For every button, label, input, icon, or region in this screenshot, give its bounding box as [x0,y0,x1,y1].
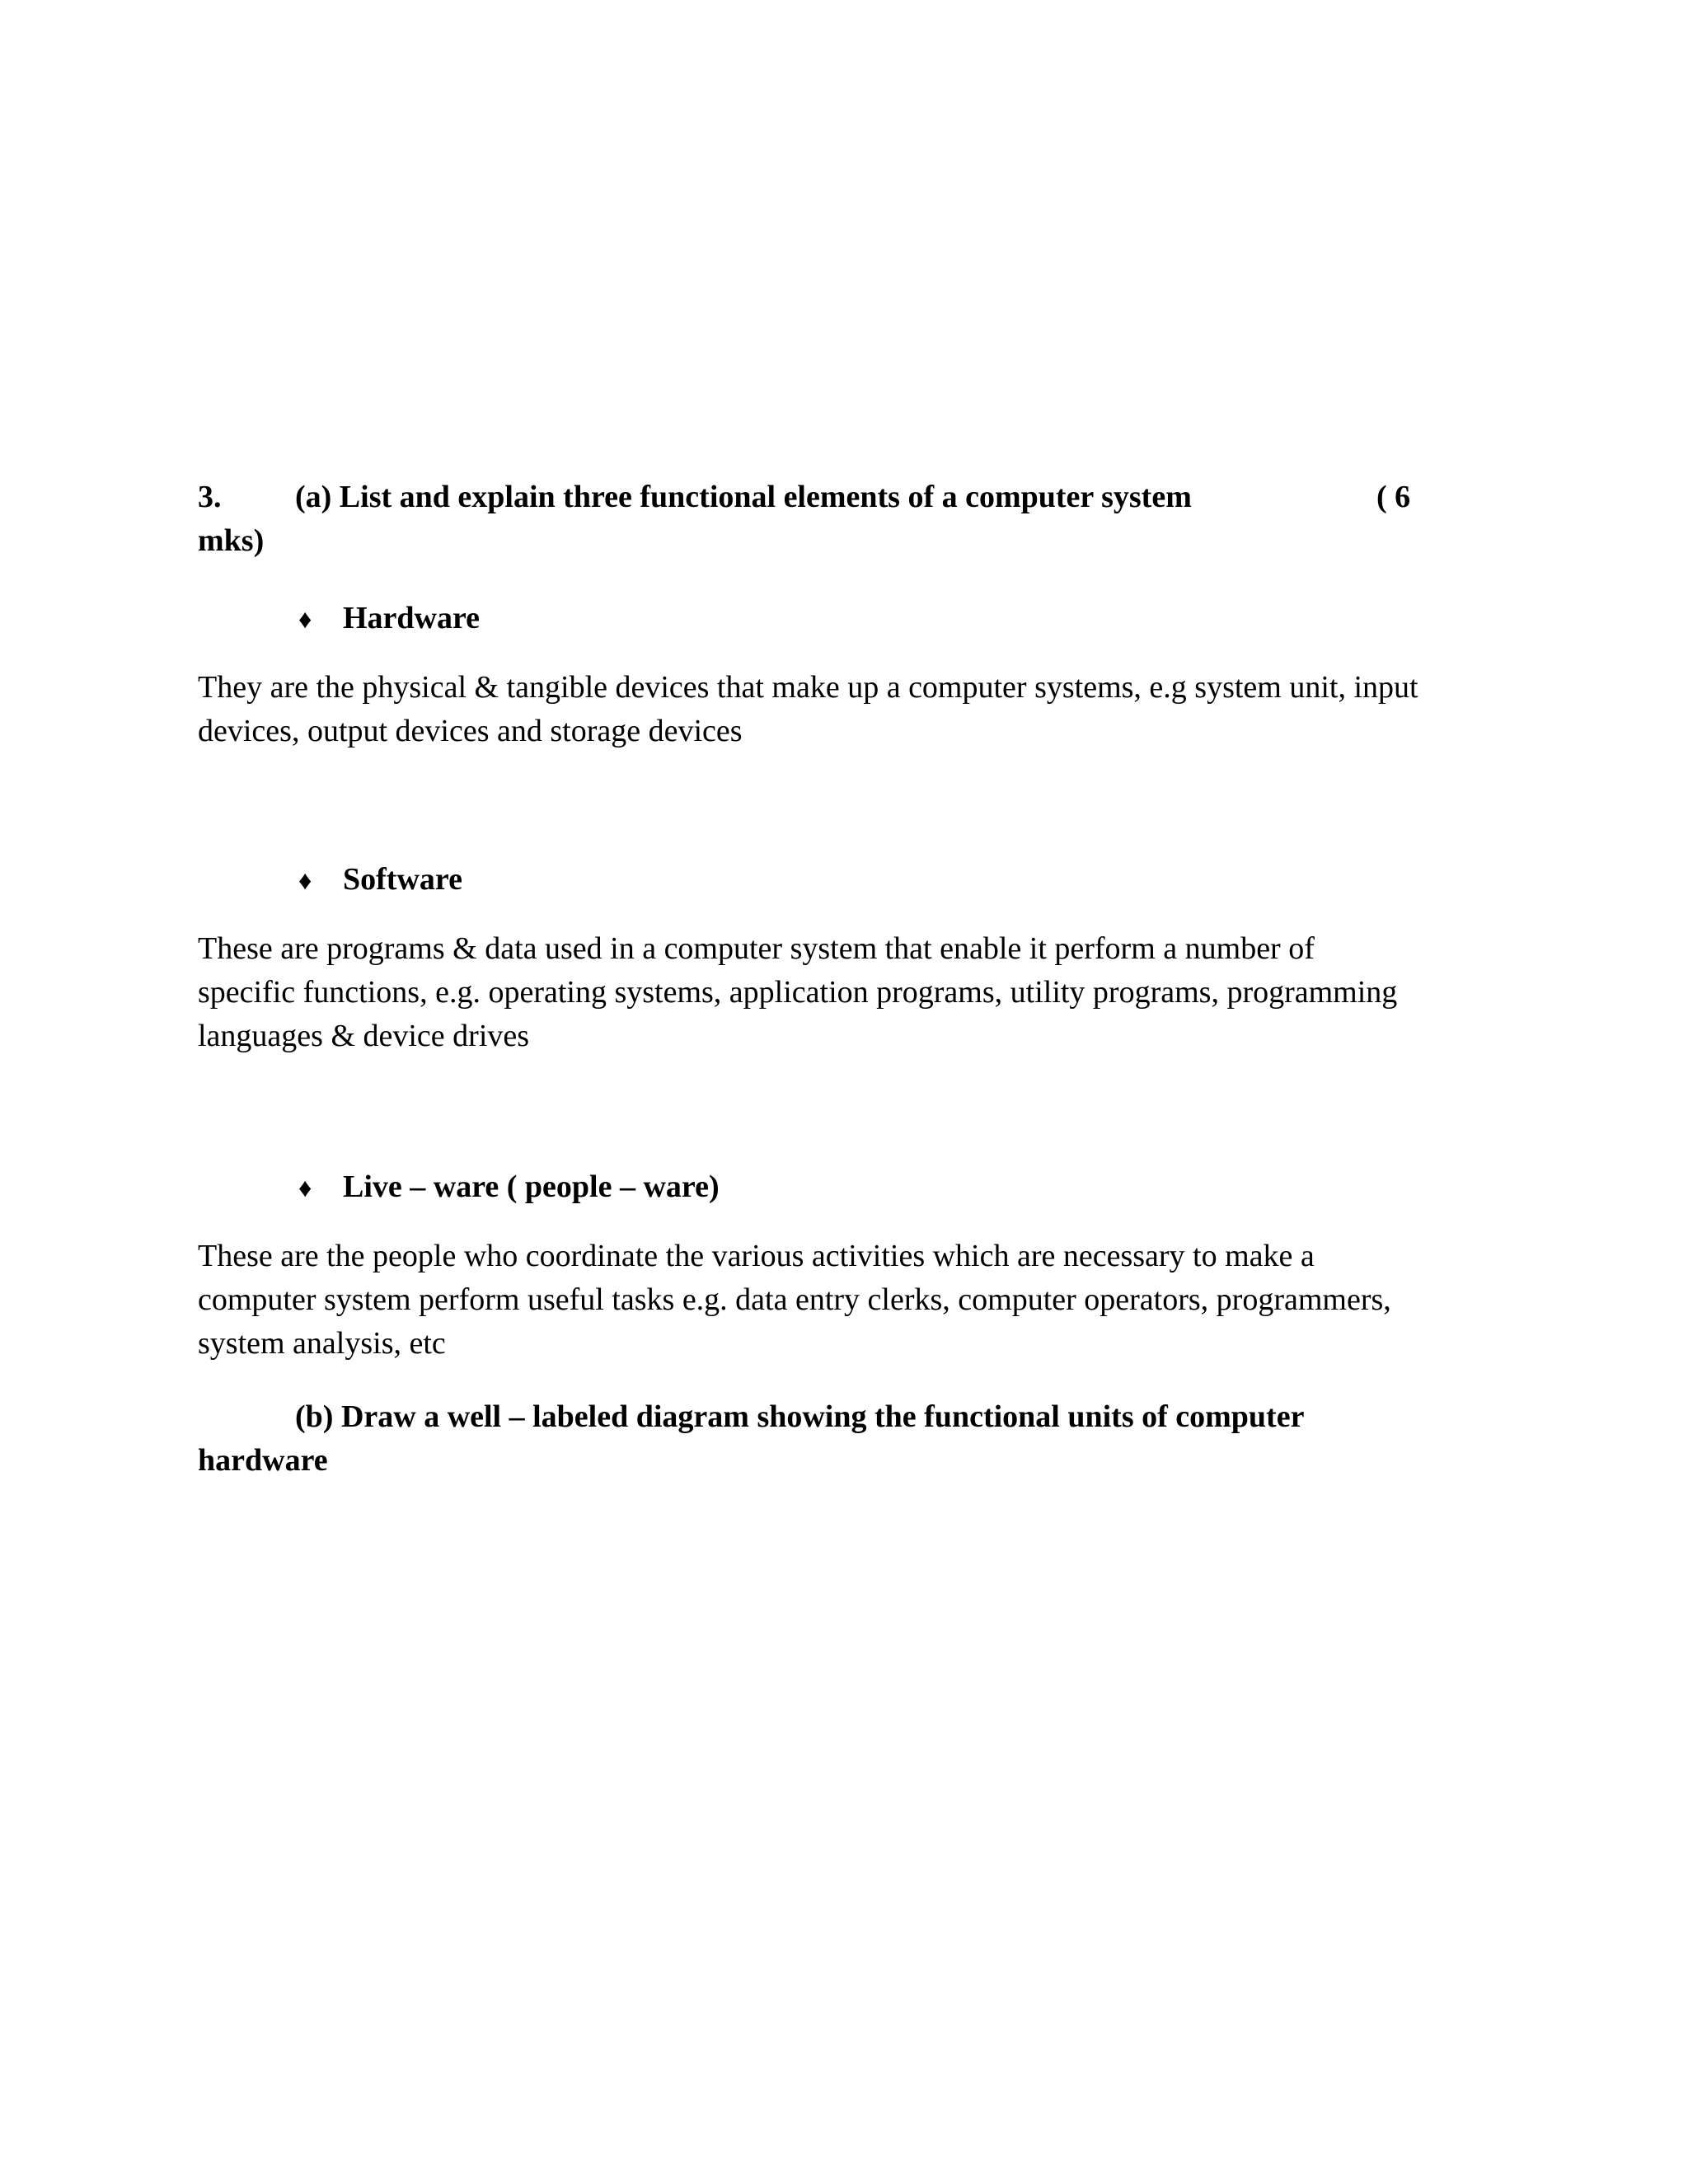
question-part-b [198,1395,1304,1483]
diamond-bullet-icon: ♦ [298,865,312,895]
bullet-heading-hardware [298,597,480,641]
diamond-bullet-icon: ♦ [298,604,312,634]
question-part-a: (a) List and explain three functional elements of a computer system [295,480,1192,514]
description-line: They are the physical & tangible devices that make up a computer systems, e.g system unit, input [198,670,1418,705]
part-b-line: hardware [198,1443,328,1478]
description-line: These are the people who coordinate the various activities which are necessary to make a [198,1239,1315,1273]
hardware-description [198,666,1484,753]
software-description [198,927,1484,1058]
description-line: These are programs & data used in a computer system that enable it perform a number of [198,931,1315,966]
bullet-heading-software [298,858,462,902]
description-line: devices, output devices and storage devices [198,714,743,748]
heading-text: Hardware [343,601,481,635]
bullet-heading-liveware [298,1165,720,1210]
marks-label: ( 6 [1376,480,1411,514]
description-line: languages & device drives [198,1019,530,1053]
diamond-bullet-icon: ♦ [298,1173,312,1202]
heading-text: Software [343,862,462,897]
liveware-description [198,1235,1484,1366]
question-number: 3. [198,480,222,514]
heading-text: Live – ware ( people – ware) [343,1169,720,1204]
description-line: system analysis, etc [198,1326,446,1361]
description-line: specific functions, e.g. operating systems, application programs, utility programs, programming [198,975,1398,1010]
part-b-line: (b) Draw a well – labeled diagram showing the functional units of computer [295,1399,1305,1434]
marks-label-continued: mks) [198,523,265,558]
description-line: computer system perform useful tasks e.g. data entry clerks, computer operators, programmers, [198,1282,1391,1317]
